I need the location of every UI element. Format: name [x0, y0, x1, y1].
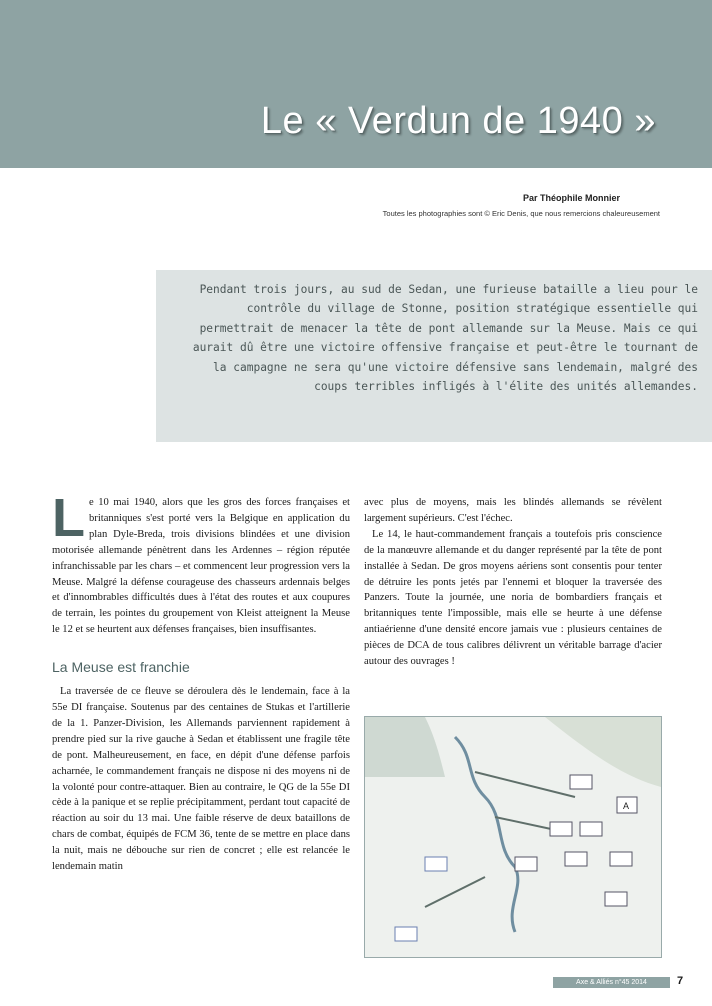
page-number: 7	[677, 975, 684, 987]
unit-symbol	[570, 775, 592, 789]
article-paragraph	[52, 488, 350, 638]
unit-symbol	[425, 857, 447, 871]
photo-credit: Toutes les photographies sont © Eric Denis, que nous remercions chaleureusement	[382, 209, 660, 218]
article-column-left	[52, 488, 350, 875]
magazine-footer: Axe & Alliés n°45 2014	[553, 977, 670, 988]
article-paragraph: La traversée de ce fleuve se déroulera dès le lendemain, face à la 55e DI française. Soutenus par des centaines de Stukas et l'artillerie de la 1. Panzer-Division, les Allemands parviennent rapidement à prendre pied sur la rive gauche à Sedan et établissent une fragile tête de pont. Malheureusement, en face, en dépit d'une défense parfois acharnée, le commandement français ne dispose ni des moyens ni de la volonté pour contre-attaquer. Bien au contraire, le QG de la 55e DI cède à la panique et se replie précipitamment, perdant tout capacité de réaction au soir du 13 mai. Une faible réserve de deux bataillons de chars de combat, équipés de FCM 36, tente de se mettre en place dans la nuit, mais ne débouche sur rien de concret ; elle est relancée le lendemain matin	[52, 686, 350, 873]
unit-symbol	[580, 822, 602, 836]
article-paragraph: avec plus de moyens, mais les blindés allemands se révèlent largement supérieurs. C'est l'échec.	[364, 497, 662, 524]
unit-symbol	[565, 852, 587, 866]
page-title: Le « Verdun de 1940 »	[260, 100, 656, 142]
intro-text: Pendant trois jours, au sud de Sedan, une furieuse bataille a lieu pour le contrôle du village de Stonne, position stratégique essentielle qui permettrait de menacer la tête de pont allemande sur la Meuse. Mais ce qui aurait dû être une victoire offensive française et peut-être le tournant de la campagne ne sera qu'une victoire défensive sans lendemain, malgré des coups terribles infligés à l'élite des unités allemandes.	[192, 283, 698, 394]
unit-symbol	[610, 852, 632, 866]
article-paragraph: Le 14, le haut-commandement français a toutefois pris conscience de la manœuvre allemande et du danger représenté par la tête de pont installée à Sedan. De gros moyens aériens sont consentis pour tenter de détruire les ponts jetés par l'ennemi et bloquer la traversée des Panzers. Toute la journée, une noria de bombardiers français et britanniques tente l'impossible, mais elle se heurte à une défense antiaérienne d'une densité encore jamais vue : plusieurs centaines de pièces de DCA de tous calibres délivrent un véritable barrage d'acier autour des ouvrages !	[364, 528, 662, 668]
map-label-a: A	[623, 801, 630, 811]
unit-symbol	[605, 892, 627, 906]
drop-cap: L	[52, 488, 85, 548]
battle-map	[364, 716, 662, 958]
article-column-right	[364, 495, 662, 670]
unit-symbol	[395, 927, 417, 941]
paragraph-text: e 10 mai 1940, alors que les gros des forces françaises et britanniques s'est porté vers la Belgique en application du plan Dyle-Breda, trois divisions blindées et une division motorisée allemande pénètrent dans les Ardennes – région réputée infranchissable par les chars – et commencent leur progression vers la Meuse. Malgré la défense courageuse des chasseurs ardennais belges et d'innombrables difficultés dues à l'état des routes et aux coupures de terrain, les pointes du groupement von Kleist atteignent la Meuse le 12 et se heurtent aux défenses françaises, bien insuffisantes.	[52, 497, 350, 636]
section-heading: La Meuse est franchie	[52, 659, 190, 676]
intro-box	[156, 270, 712, 442]
map-graphic	[365, 717, 661, 957]
unit-symbol	[515, 857, 537, 871]
unit-symbol	[550, 822, 572, 836]
author-byline: Par Théophile Monnier	[522, 193, 620, 203]
